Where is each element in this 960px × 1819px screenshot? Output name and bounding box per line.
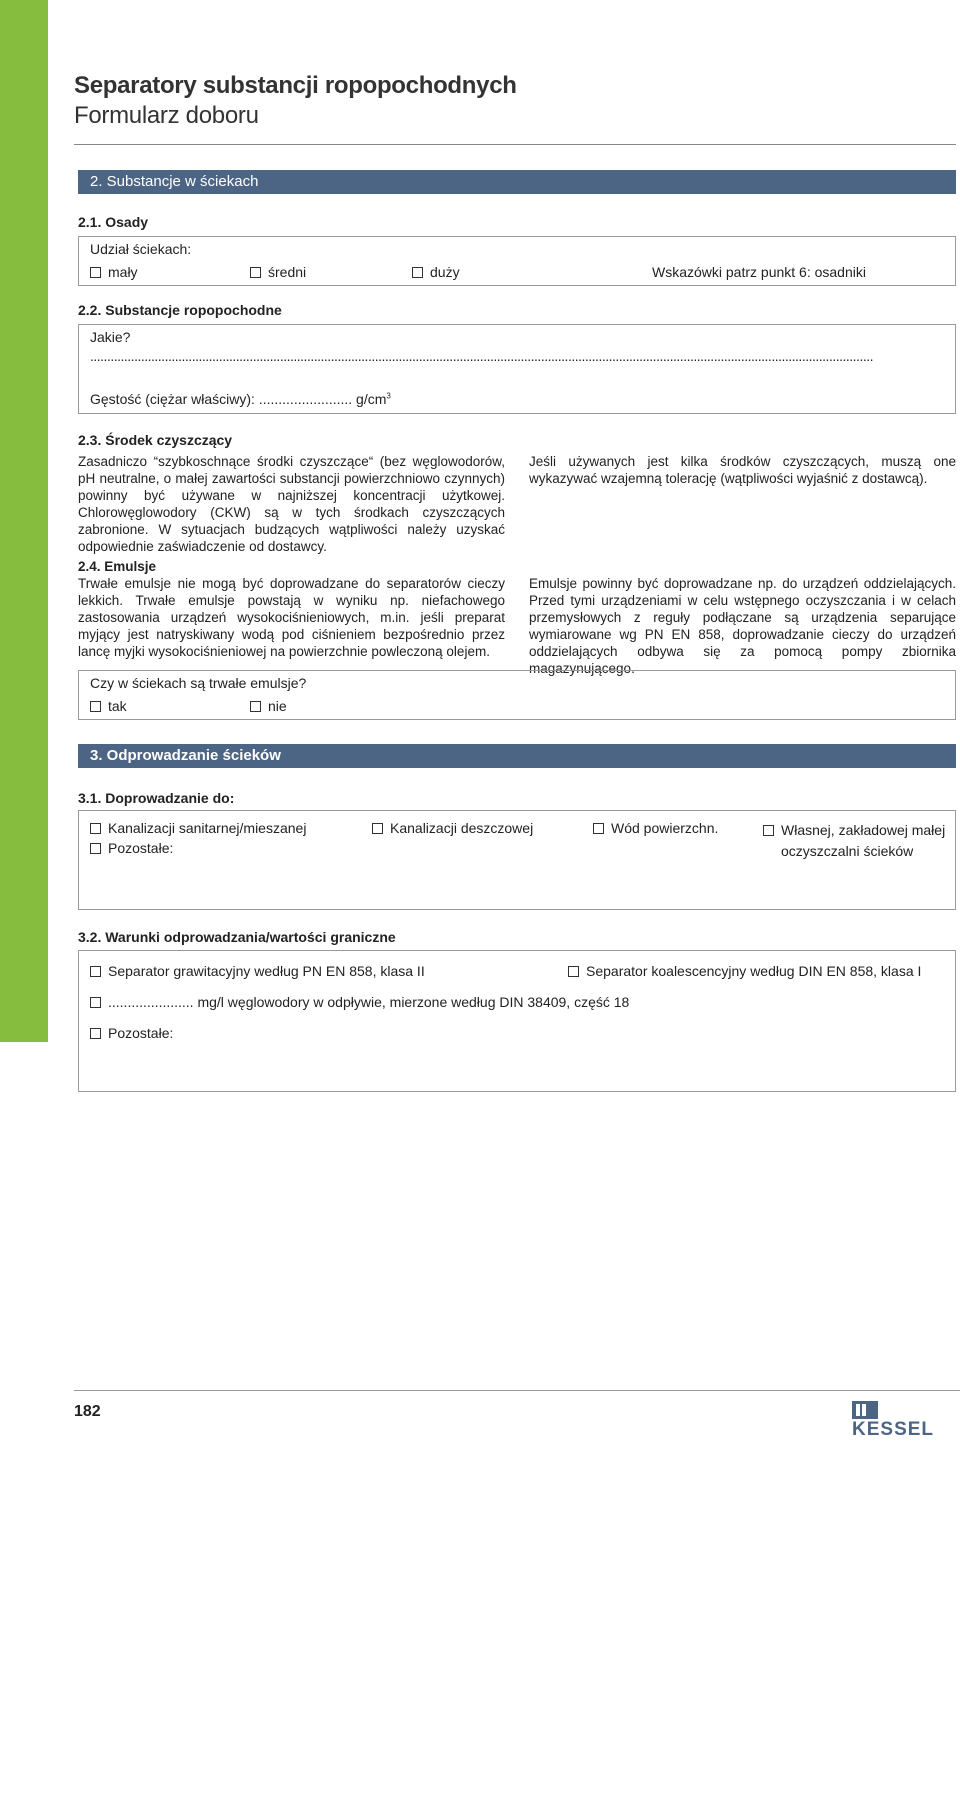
checkbox-icon[interactable] <box>90 966 101 977</box>
option-hydrocarbon-limit[interactable]: ...................... mg/l węglowodory w odpływie, mierzone według DIN 38409, część 18 <box>90 994 629 1010</box>
emulsion-text-left: Trwałe emulsje nie mogą być doprowadzane do separatorów cieczy lekkich. Trwałe emulsje powstają w wyniku np. niefachowego zastosowania urządzeń wysokociśnieniowych, m.in. jeśli preparat myjący jest natryskiwany wodą pod ciśnieniem bezpośrednio przez lancę myjki wysokociśnieniowej na powierzchnie powleczoną olejem. <box>78 576 505 659</box>
option-coalescence-separator[interactable]: Separator koalescencyjny według DIN EN 858, klasa I <box>568 963 921 979</box>
emulsion-question-box <box>78 670 956 720</box>
sludge-option-small[interactable]: mały <box>90 264 138 280</box>
emulsion-option-no[interactable]: nie <box>250 698 287 714</box>
checkbox-icon[interactable] <box>90 701 101 712</box>
section-3-2-heading: 3.2. Warunki odprowadzania/wartości graniczne <box>78 929 396 945</box>
page-number: 182 <box>74 1403 101 1420</box>
oil-substances-box <box>78 324 956 414</box>
section-2-1-heading: 2.1. Osady <box>78 214 149 230</box>
oil-answer-field[interactable]: ....................................................................................................................................................................................................................................... <box>90 348 874 364</box>
sludge-label: Udział ściekach: <box>90 241 192 257</box>
page-subtitle: Formularz doboru <box>74 102 259 129</box>
sludge-hint: Wskazówki patrz punkt 6: osadniki <box>652 264 866 280</box>
section-2-4-heading: 2.4. Emulsje <box>78 559 157 574</box>
discharge-target-box <box>78 810 956 910</box>
checkbox-icon[interactable] <box>568 966 579 977</box>
kessel-logo <box>852 1401 960 1441</box>
section-2-2-heading: 2.2. Substancje ropopochodne <box>78 302 282 318</box>
checkbox-icon[interactable] <box>593 823 604 834</box>
side-tab-label: Separatory <box>17 1736 31 1819</box>
emulsion-question: Czy w ściekach są trwałe emulsje? <box>90 675 307 691</box>
checkbox-icon[interactable] <box>90 997 101 1008</box>
option-surface-water[interactable]: Wód powierzchn. <box>593 820 718 836</box>
sludge-box <box>78 236 956 286</box>
title-divider <box>74 144 956 145</box>
discharge-conditions-box <box>78 950 956 1092</box>
section-3-header: 3. Odprowadzanie ścieków <box>78 744 956 768</box>
checkbox-icon[interactable] <box>763 825 774 836</box>
side-color-bar <box>0 0 48 848</box>
checkbox-icon[interactable] <box>90 823 101 834</box>
checkbox-icon[interactable] <box>372 823 383 834</box>
checkbox-icon[interactable] <box>90 1028 101 1039</box>
emulsion-text-right: Emulsje powinny być doprowadzane np. do urządzeń oddzielających. Przed tymi urządzeniami w celu wstępnego oczyszczania i w celach przemysłowych z reguły podłączane są urządzenia separujące wymiarowane wg PN EN 858, doprowadzanie cieczy do urządzeń oddzielających odbywa się za pomocą pompy zbiornika magazynującego. <box>529 576 956 676</box>
side-tab <box>0 848 48 1819</box>
checkbox-icon[interactable] <box>412 267 423 278</box>
section-3-1-heading: 3.1. Doprowadzanie do: <box>78 790 235 806</box>
kessel-logo-icon <box>852 1401 878 1419</box>
section-2-header: 2. Substancje w ściekach <box>78 170 956 194</box>
kessel-logo-text: KESSEL <box>852 1419 935 1441</box>
option-own-treatment-plant[interactable]: Własnej, zakładowej małej <box>763 822 945 838</box>
oil-question: Jakie? <box>90 329 131 345</box>
density-field[interactable]: Gęstość (ciężar właściwy): ........................ $g/cm^3$ <box>90 391 391 407</box>
option-gravity-separator[interactable]: Separator grawitacyjny według PN EN 858, klasa II <box>90 963 425 979</box>
sludge-option-medium[interactable]: średni <box>250 264 306 280</box>
emulsion-option-yes[interactable]: tak <box>90 698 127 714</box>
page-title: Separatory substancji ropopochodnych <box>74 72 517 99</box>
cleaner-text-right: Jeśli używanych jest kilka środków czyszczących, muszą one wykazywać wzajemną tolerację (wątpliwości wyjaśnić z dostawcą). <box>529 454 956 486</box>
checkbox-icon[interactable] <box>90 843 101 854</box>
option-other-conditions[interactable]: Pozostałe: <box>90 1025 173 1041</box>
checkbox-icon[interactable] <box>250 267 261 278</box>
option-storm-sewer[interactable]: Kanalizacji deszczowej <box>372 820 533 836</box>
section-2-3-heading: 2.3. Środek czyszczący <box>78 432 233 448</box>
cleaner-text-left: Zasadniczo “szybkoschnące środki czyszczące“ (bez węglowodorów, pH neutralne, o małej zawartości substancji powierzchniowo czynnych) powinny być używane w najniższej koncentracji użytkowej. Chlorowęglowodory (CKW) są w tych środkach czyszczących zabronione. W sytuacjach budzących wątpliwości należy uzyskać odpowiednie zaświadczenie od dostawcy. <box>78 454 505 554</box>
checkbox-icon[interactable] <box>90 267 101 278</box>
footer-divider <box>74 1390 960 1391</box>
checkbox-icon[interactable] <box>250 701 261 712</box>
sludge-option-large[interactable]: duży <box>412 264 460 280</box>
option-own-treatment-plant-line2: oczyszczalni ścieków <box>781 843 914 859</box>
option-other[interactable]: Pozostałe: <box>90 840 173 856</box>
option-sanitary-sewer[interactable]: Kanalizacji sanitarnej/mieszanej <box>90 820 306 836</box>
